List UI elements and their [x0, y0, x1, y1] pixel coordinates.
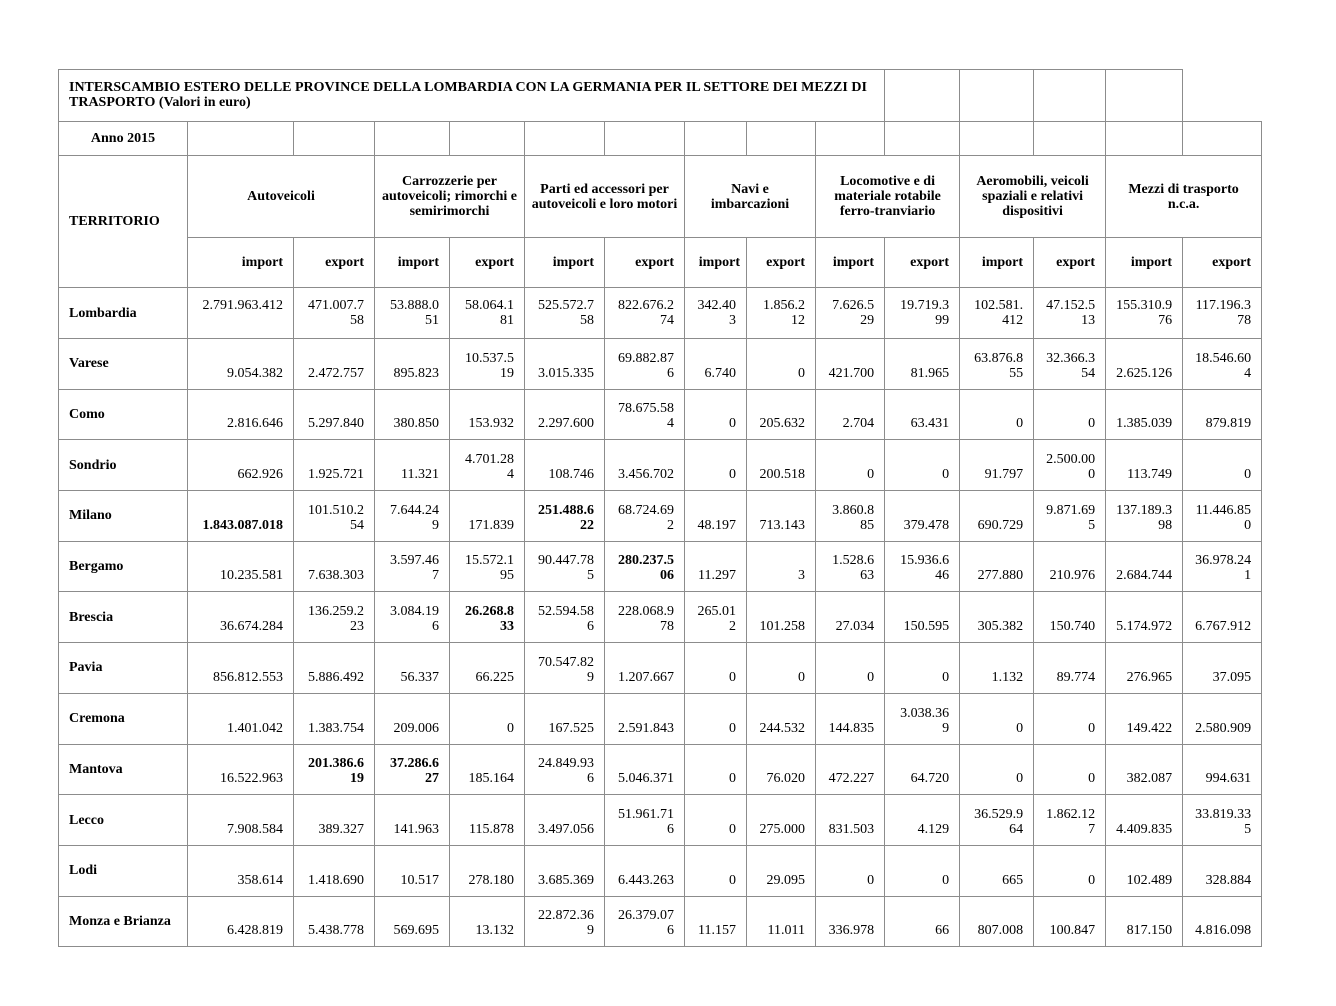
territory-cell: Lombardia: [59, 288, 188, 339]
subheader-export: export: [747, 238, 816, 288]
value-cell: 5.297.840: [294, 389, 375, 440]
value-cell: 64.720: [885, 744, 960, 795]
value-cell: 380.850: [375, 389, 450, 440]
value-cell: 68.724.692: [605, 491, 685, 542]
empty-cell: [885, 70, 960, 122]
value-cell: 2.791.963.412: [188, 288, 294, 339]
value-cell: 0: [960, 389, 1034, 440]
value-cell: 63.876.855: [960, 339, 1034, 390]
value-cell: 24.849.936: [525, 744, 605, 795]
value-cell: 11.011: [747, 896, 816, 947]
table-title: INTERSCAMBIO ESTERO DELLE PROVINCE DELLA LOMBARDIA CON LA GERMANIA PER IL SETTORE DEI MEZZI DI TRASPORTO (Valori in euro): [59, 70, 885, 122]
value-cell: 149.422: [1106, 693, 1183, 744]
value-cell: 0: [960, 744, 1034, 795]
value-cell: 1.862.127: [1034, 795, 1106, 846]
value-cell: 1.925.721: [294, 440, 375, 491]
value-cell: 150.595: [885, 592, 960, 643]
value-cell: 9.054.382: [188, 339, 294, 390]
value-cell: 0: [885, 845, 960, 896]
value-cell: 0: [960, 693, 1034, 744]
value-cell: 117.196.378: [1183, 288, 1262, 339]
value-cell: 32.366.354: [1034, 339, 1106, 390]
value-cell: 76.020: [747, 744, 816, 795]
subheader-import: import: [375, 238, 450, 288]
group-header-autoveicoli: Autoveicoli: [188, 156, 375, 238]
group-header-navi: Navi e imbarcazioni: [685, 156, 816, 238]
value-cell: 33.819.335: [1183, 795, 1262, 846]
group-header-row: [59, 156, 1262, 238]
territory-cell: Sondrio: [59, 440, 188, 491]
empty-cell: [960, 122, 1034, 156]
table-row: [59, 288, 1262, 339]
value-cell: 0: [885, 440, 960, 491]
value-cell: 276.965: [1106, 643, 1183, 694]
empty-cell: [1106, 70, 1183, 122]
value-cell: 278.180: [450, 845, 525, 896]
subheader-export: export: [450, 238, 525, 288]
value-cell: 895.823: [375, 339, 450, 390]
value-cell: 185.164: [450, 744, 525, 795]
value-cell: 0: [816, 845, 885, 896]
value-cell: 137.189.398: [1106, 491, 1183, 542]
value-cell: 5.438.778: [294, 896, 375, 947]
territory-cell: Bergamo: [59, 541, 188, 592]
value-cell: 155.310.976: [1106, 288, 1183, 339]
subheader-import: import: [525, 238, 605, 288]
value-cell: 342.403: [685, 288, 747, 339]
value-cell: 171.839: [450, 491, 525, 542]
value-cell: 2.580.909: [1183, 693, 1262, 744]
value-cell: 0: [685, 643, 747, 694]
territory-cell: Monza e Brianza: [59, 896, 188, 947]
value-cell: 1.856.212: [747, 288, 816, 339]
territory-cell: Como: [59, 389, 188, 440]
title-row: [59, 70, 1262, 122]
value-cell: 18.546.604: [1183, 339, 1262, 390]
value-cell: 51.961.716: [605, 795, 685, 846]
empty-cell: [294, 122, 375, 156]
territory-cell: Milano: [59, 491, 188, 542]
value-cell: 665: [960, 845, 1034, 896]
value-cell: 3.038.369: [885, 693, 960, 744]
value-cell: 113.749: [1106, 440, 1183, 491]
subheader-export: export: [1034, 238, 1106, 288]
subheader-row: [59, 238, 1262, 288]
value-cell: 7.908.584: [188, 795, 294, 846]
value-cell: 2.816.646: [188, 389, 294, 440]
value-cell: 305.382: [960, 592, 1034, 643]
value-cell: 1.418.690: [294, 845, 375, 896]
year-row: [59, 122, 1262, 156]
value-cell: 4.701.284: [450, 440, 525, 491]
value-cell: 37.286.627: [375, 744, 450, 795]
value-cell: 7.644.249: [375, 491, 450, 542]
value-cell: 3: [747, 541, 816, 592]
trade-table: [58, 69, 1262, 947]
value-cell: 15.572.195: [450, 541, 525, 592]
year-label: Anno 2015: [59, 122, 188, 156]
value-cell: 22.872.369: [525, 896, 605, 947]
subheader-export: export: [1183, 238, 1262, 288]
value-cell: 5.046.371: [605, 744, 685, 795]
value-cell: 167.525: [525, 693, 605, 744]
territory-cell: Mantova: [59, 744, 188, 795]
subheader-export: export: [605, 238, 685, 288]
value-cell: 6.443.263: [605, 845, 685, 896]
value-cell: 136.259.223: [294, 592, 375, 643]
value-cell: 36.674.284: [188, 592, 294, 643]
value-cell: 63.431: [885, 389, 960, 440]
value-cell: 382.087: [1106, 744, 1183, 795]
empty-cell: [816, 122, 885, 156]
value-cell: 10.537.519: [450, 339, 525, 390]
group-header-mezzi-nca: Mezzi di trasporto n.c.a.: [1106, 156, 1262, 238]
value-cell: 7.638.303: [294, 541, 375, 592]
value-cell: 244.532: [747, 693, 816, 744]
value-cell: 66.225: [450, 643, 525, 694]
value-cell: 690.729: [960, 491, 1034, 542]
table-row: [59, 389, 1262, 440]
value-cell: 2.472.757: [294, 339, 375, 390]
empty-cell: [685, 122, 747, 156]
territory-cell: Cremona: [59, 693, 188, 744]
value-cell: 115.878: [450, 795, 525, 846]
table-row: [59, 643, 1262, 694]
value-cell: 1.401.042: [188, 693, 294, 744]
value-cell: 3.497.056: [525, 795, 605, 846]
territory-cell: Lecco: [59, 795, 188, 846]
table-row: [59, 795, 1262, 846]
value-cell: 153.932: [450, 389, 525, 440]
value-cell: 16.522.963: [188, 744, 294, 795]
value-cell: 37.095: [1183, 643, 1262, 694]
value-cell: 0: [816, 643, 885, 694]
table-row: [59, 896, 1262, 947]
value-cell: 27.034: [816, 592, 885, 643]
value-cell: 66: [885, 896, 960, 947]
value-cell: 6.767.912: [1183, 592, 1262, 643]
subheader-import: import: [188, 238, 294, 288]
subheader-import: import: [960, 238, 1034, 288]
value-cell: 2.684.744: [1106, 541, 1183, 592]
value-cell: 0: [816, 440, 885, 491]
subheader-export: export: [885, 238, 960, 288]
empty-cell: [188, 122, 294, 156]
value-cell: 2.591.843: [605, 693, 685, 744]
value-cell: 0: [747, 643, 816, 694]
value-cell: 69.882.876: [605, 339, 685, 390]
value-cell: 525.572.758: [525, 288, 605, 339]
subheader-import: import: [816, 238, 885, 288]
value-cell: 11.157: [685, 896, 747, 947]
value-cell: 29.095: [747, 845, 816, 896]
table-row: [59, 339, 1262, 390]
value-cell: 265.012: [685, 592, 747, 643]
value-cell: 0: [685, 795, 747, 846]
territory-cell: Pavia: [59, 643, 188, 694]
value-cell: 713.143: [747, 491, 816, 542]
value-cell: 108.746: [525, 440, 605, 491]
table-row: [59, 592, 1262, 643]
territory-cell: Lodi: [59, 845, 188, 896]
empty-cell: [747, 122, 816, 156]
value-cell: 822.676.274: [605, 288, 685, 339]
value-cell: 4.409.835: [1106, 795, 1183, 846]
value-cell: 200.518: [747, 440, 816, 491]
value-cell: 856.812.553: [188, 643, 294, 694]
value-cell: 0: [685, 693, 747, 744]
table-row: [59, 693, 1262, 744]
value-cell: 101.510.254: [294, 491, 375, 542]
value-cell: 280.237.506: [605, 541, 685, 592]
group-header-parti-accessori: Parti ed accessori per autoveicoli e loro motori: [525, 156, 685, 238]
table-row: [59, 845, 1262, 896]
value-cell: 13.132: [450, 896, 525, 947]
value-cell: 0: [1034, 389, 1106, 440]
territory-header: TERRITORIO: [59, 156, 188, 288]
value-cell: 78.675.584: [605, 389, 685, 440]
value-cell: 0: [450, 693, 525, 744]
value-cell: 150.740: [1034, 592, 1106, 643]
subheader-import: import: [685, 238, 747, 288]
value-cell: 421.700: [816, 339, 885, 390]
value-cell: 53.888.051: [375, 288, 450, 339]
value-cell: 100.847: [1034, 896, 1106, 947]
value-cell: 89.774: [1034, 643, 1106, 694]
value-cell: 2.704: [816, 389, 885, 440]
empty-cell: [450, 122, 525, 156]
subheader-export: export: [294, 238, 375, 288]
value-cell: 328.884: [1183, 845, 1262, 896]
value-cell: 358.614: [188, 845, 294, 896]
value-cell: 0: [1034, 744, 1106, 795]
value-cell: 879.819: [1183, 389, 1262, 440]
value-cell: 91.797: [960, 440, 1034, 491]
territory-cell: Varese: [59, 339, 188, 390]
value-cell: 48.197: [685, 491, 747, 542]
value-cell: 275.000: [747, 795, 816, 846]
value-cell: 1.207.667: [605, 643, 685, 694]
value-cell: 1.528.663: [816, 541, 885, 592]
value-cell: 471.007.758: [294, 288, 375, 339]
value-cell: 102.581.412: [960, 288, 1034, 339]
value-cell: 11.321: [375, 440, 450, 491]
value-cell: 10.235.581: [188, 541, 294, 592]
value-cell: 0: [685, 440, 747, 491]
value-cell: 2.625.126: [1106, 339, 1183, 390]
value-cell: 1.132: [960, 643, 1034, 694]
value-cell: 0: [1183, 440, 1262, 491]
value-cell: 0: [685, 389, 747, 440]
value-cell: 70.547.829: [525, 643, 605, 694]
value-cell: 662.926: [188, 440, 294, 491]
value-cell: 205.632: [747, 389, 816, 440]
value-cell: 9.871.695: [1034, 491, 1106, 542]
value-cell: 10.517: [375, 845, 450, 896]
value-cell: 0: [1034, 693, 1106, 744]
empty-cell: [1183, 122, 1262, 156]
table-row: [59, 744, 1262, 795]
empty-cell: [885, 122, 960, 156]
value-cell: 277.880: [960, 541, 1034, 592]
empty-cell: [525, 122, 605, 156]
value-cell: 379.478: [885, 491, 960, 542]
value-cell: 807.008: [960, 896, 1034, 947]
value-cell: 47.152.513: [1034, 288, 1106, 339]
table-row: [59, 491, 1262, 542]
value-cell: 81.965: [885, 339, 960, 390]
table-row: [59, 541, 1262, 592]
value-cell: 102.489: [1106, 845, 1183, 896]
value-cell: 7.626.529: [816, 288, 885, 339]
subheader-import: import: [1106, 238, 1183, 288]
value-cell: 6.740: [685, 339, 747, 390]
value-cell: 58.064.181: [450, 288, 525, 339]
value-cell: 4.816.098: [1183, 896, 1262, 947]
group-header-locomotive: Locomotive e di materiale rotabile ferro-tranviario: [816, 156, 960, 238]
value-cell: 3.015.335: [525, 339, 605, 390]
value-cell: 26.268.833: [450, 592, 525, 643]
table-row: [59, 440, 1262, 491]
value-cell: 1.843.087.018: [188, 491, 294, 542]
value-cell: 0: [885, 643, 960, 694]
value-cell: 5.174.972: [1106, 592, 1183, 643]
value-cell: 817.150: [1106, 896, 1183, 947]
group-header-carrozzerie: Carrozzerie per autoveicoli; rimorchi e semirimorchi: [375, 156, 525, 238]
value-cell: 831.503: [816, 795, 885, 846]
value-cell: 19.719.399: [885, 288, 960, 339]
value-cell: 1.385.039: [1106, 389, 1183, 440]
value-cell: 141.963: [375, 795, 450, 846]
empty-cell: [1034, 70, 1106, 122]
value-cell: 6.428.819: [188, 896, 294, 947]
value-cell: 11.446.850: [1183, 491, 1262, 542]
value-cell: 209.006: [375, 693, 450, 744]
value-cell: 0: [1034, 845, 1106, 896]
value-cell: 2.297.600: [525, 389, 605, 440]
empty-cell: [1034, 122, 1106, 156]
value-cell: 4.129: [885, 795, 960, 846]
value-cell: 3.685.369: [525, 845, 605, 896]
value-cell: 389.327: [294, 795, 375, 846]
value-cell: 36.978.241: [1183, 541, 1262, 592]
value-cell: 994.631: [1183, 744, 1262, 795]
empty-cell: [1106, 122, 1183, 156]
value-cell: 15.936.646: [885, 541, 960, 592]
value-cell: 210.976: [1034, 541, 1106, 592]
empty-cell: [605, 122, 685, 156]
value-cell: 90.447.785: [525, 541, 605, 592]
value-cell: 0: [747, 339, 816, 390]
value-cell: 228.068.978: [605, 592, 685, 643]
value-cell: 472.227: [816, 744, 885, 795]
value-cell: 569.695: [375, 896, 450, 947]
value-cell: 2.500.000: [1034, 440, 1106, 491]
empty-cell: [960, 70, 1034, 122]
group-header-aeromobili: Aeromobili, veicoli spaziali e relativi dispositivi: [960, 156, 1106, 238]
value-cell: 36.529.964: [960, 795, 1034, 846]
value-cell: 11.297: [685, 541, 747, 592]
value-cell: 52.594.586: [525, 592, 605, 643]
value-cell: 0: [685, 845, 747, 896]
value-cell: 56.337: [375, 643, 450, 694]
value-cell: 144.835: [816, 693, 885, 744]
value-cell: 101.258: [747, 592, 816, 643]
value-cell: 3.084.196: [375, 592, 450, 643]
value-cell: 5.886.492: [294, 643, 375, 694]
value-cell: 3.860.885: [816, 491, 885, 542]
value-cell: 251.488.622: [525, 491, 605, 542]
value-cell: 26.379.076: [605, 896, 685, 947]
value-cell: 201.386.619: [294, 744, 375, 795]
territory-cell: Brescia: [59, 592, 188, 643]
value-cell: 0: [685, 744, 747, 795]
value-cell: 3.597.467: [375, 541, 450, 592]
value-cell: 336.978: [816, 896, 885, 947]
value-cell: 1.383.754: [294, 693, 375, 744]
empty-cell: [375, 122, 450, 156]
value-cell: 3.456.702: [605, 440, 685, 491]
